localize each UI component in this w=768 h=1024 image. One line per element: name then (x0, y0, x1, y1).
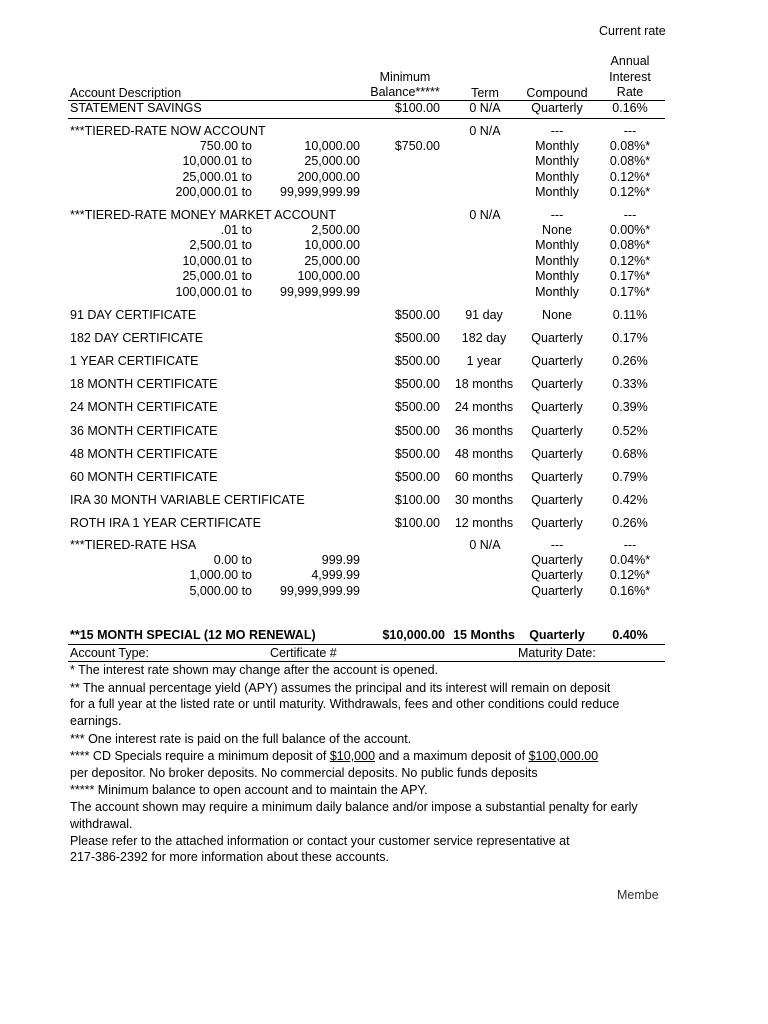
tier-rate: 0.08%* (609, 139, 651, 153)
certificate-rate: 0.68% (612, 446, 648, 461)
note-4-line-2: per depositor. No broker deposits. No commercial deposits. No public funds deposits (70, 766, 538, 780)
note-7-line-2: 217-386-2392 for more information about these accounts. (70, 850, 389, 864)
statement-savings-rate: 0.16% (612, 101, 648, 115)
tier-to: 10,000.00 (304, 139, 360, 153)
certificate-term: 18 months (454, 377, 514, 392)
certificate-compound: Quarterly (531, 446, 583, 461)
statement-savings-name: STATEMENT SAVINGS (70, 101, 202, 115)
certificate-term: 60 months (454, 469, 514, 484)
tier-to: 200,000.00 (297, 169, 360, 184)
certificate-min: $500.00 (394, 354, 440, 369)
tier-compound: Monthly (535, 284, 579, 299)
certificate-rate: 0.33% (612, 377, 648, 392)
header-minimum: Minimum (379, 70, 431, 84)
note-4-text-mid: and a maximum deposit of (375, 749, 529, 763)
member-footer: Membe (617, 888, 659, 902)
tier-compound: Monthly (535, 269, 579, 284)
tier-from: 5,000.00 to (189, 583, 252, 598)
certificate-compound: Quarterly (531, 377, 583, 392)
tier-to: 10,000.00 (304, 238, 360, 253)
certificate-name: 48 MONTH CERTIFICATE (70, 446, 218, 461)
tier-from: 200,000.01 to (175, 184, 252, 199)
certificate-name: 18 MONTH CERTIFICATE (70, 377, 218, 392)
certificate-compound: Quarterly (531, 331, 583, 346)
note-2-line-1: ** The annual percentage yield (APY) assumes the principal and its interest will remain on deposit (70, 681, 611, 695)
tier-from: 0.00 to (213, 553, 252, 567)
now-account-compound: --- (550, 124, 564, 138)
tier-compound: Monthly (535, 184, 579, 199)
certificate-min: $500.00 (394, 423, 440, 438)
tier-compound: Quarterly (531, 553, 583, 567)
tier-to: 99,999,999.99 (280, 284, 360, 299)
tier-from: 2,500.01 to (189, 238, 252, 253)
certificate-rate: 0.39% (612, 400, 648, 415)
certificate-rate: 0.52% (612, 423, 648, 438)
note-4-line-1 (70, 749, 598, 764)
tier-compound: Monthly (535, 238, 579, 253)
certificate-rate: 0.26% (612, 354, 648, 369)
certificate-compound: Quarterly (531, 354, 583, 369)
certificate-term: 1 year (466, 354, 502, 369)
tier-to: 25,000.00 (304, 154, 360, 169)
certificate-min: $500.00 (394, 469, 440, 484)
note-2-line-2: for a full year at the listed rate or until maturity. Withdrawals, fees and other conditions could reduce (70, 697, 620, 711)
money-market-name: ***TIERED-RATE MONEY MARKET ACCOUNT (70, 208, 337, 222)
note-5: ***** Minimum balance to open account and to maintain the APY. (70, 783, 428, 797)
tier-from: 750.00 to (199, 139, 252, 153)
certificate-term: 182 day (461, 331, 507, 346)
certificate-name: IRA 30 MONTH VARIABLE CERTIFICATE (70, 492, 305, 507)
tier-to: 999.99 (321, 553, 360, 567)
tier-from: 10,000.01 to (182, 253, 252, 268)
special-name: **15 MONTH SPECIAL (12 MO RENEWAL) (70, 628, 316, 642)
certificate-rate: 0.17% (612, 331, 648, 346)
tier-compound: None (542, 223, 572, 237)
hsa-rate: --- (623, 538, 637, 552)
statement-savings-term: 0 N/A (469, 101, 501, 115)
tier-rate: 0.08%* (609, 238, 651, 253)
note-2-line-3: earnings. (70, 714, 122, 728)
tier-rate: 0.17%* (609, 284, 651, 299)
certificate-name: 1 YEAR CERTIFICATE (70, 354, 199, 369)
tier-from: .01 to (220, 223, 252, 237)
tier-compound: Monthly (535, 139, 579, 153)
tier-from: 25,000.01 to (182, 169, 252, 184)
certificate-term: 36 months (454, 423, 514, 438)
special-divider (68, 644, 665, 645)
certificate-min: $500.00 (394, 377, 440, 392)
certificate-compound: Quarterly (531, 469, 583, 484)
certificate-rate: 0.42% (612, 492, 648, 507)
special-term: 15 Months (453, 628, 515, 642)
tier-to: 4,999.99 (311, 568, 360, 583)
tier-rate: 0.16%* (609, 583, 651, 598)
certificate-term: 48 months (454, 446, 514, 461)
certificate-term: 24 months (454, 400, 514, 415)
note-3: *** One interest rate is paid on the full balance of the account. (70, 732, 412, 746)
now-account-name: ***TIERED-RATE NOW ACCOUNT (70, 124, 266, 138)
header-annual: Annual (610, 54, 650, 68)
tier-rate: 0.12%* (609, 169, 651, 184)
header-account-description: Account Description (70, 86, 182, 100)
tier-from: 1,000.00 to (189, 568, 252, 583)
certificate-rate: 0.11% (612, 308, 648, 322)
tier-from: 100,000.01 to (175, 284, 252, 299)
tier-rate: 0.12%* (609, 184, 651, 199)
certificate-min: $100.00 (394, 515, 440, 530)
note-6-line-1: The account shown may require a minimum daily balance and/or impose a substantial penalty for early (70, 800, 638, 814)
certificate-name: 24 MONTH CERTIFICATE (70, 400, 218, 415)
certificate-term: 91 day (465, 308, 503, 322)
certificate-name: 60 MONTH CERTIFICATE (70, 469, 218, 484)
certificate-min: $100.00 (394, 492, 440, 507)
tier-from: 10,000.01 to (182, 154, 252, 169)
certificate-compound: Quarterly (531, 423, 583, 438)
certificate-compound: Quarterly (531, 515, 583, 530)
now-account-rate: --- (623, 124, 637, 138)
tier-rate: 0.17%* (609, 269, 651, 284)
note-4-max-deposit: $100,000.00 (528, 749, 599, 763)
header-rate: Rate (616, 85, 644, 99)
special-compound: Quarterly (529, 628, 585, 642)
tier-to: 99,999,999.99 (280, 583, 360, 598)
header-interest: Interest (609, 70, 651, 84)
now-account-term: 0 N/A (469, 124, 501, 138)
tier-compound: Quarterly (531, 583, 583, 598)
note-4-text: **** CD Specials require a minimum deposit of (70, 749, 330, 763)
current-rate-label: Current rate (599, 24, 666, 38)
tier-to: 99,999,999.99 (280, 184, 360, 199)
certificate-name: 36 MONTH CERTIFICATE (70, 423, 218, 438)
certificate-name: ROTH IRA 1 YEAR CERTIFICATE (70, 515, 262, 530)
row-divider (68, 118, 665, 119)
certificate-min: $500.00 (394, 331, 440, 346)
money-market-term: 0 N/A (469, 208, 501, 222)
hsa-term: 0 N/A (469, 538, 501, 552)
tier-from: 25,000.01 to (182, 269, 252, 284)
now-account-min: $750.00 (394, 139, 440, 153)
special-min: $10,000.00 (382, 628, 445, 642)
note-1: * The interest rate shown may change after the account is opened. (70, 663, 439, 677)
note-4-min-deposit: $10,000 (329, 749, 376, 763)
certificate-term: 12 months (454, 515, 514, 530)
tier-compound: Monthly (535, 154, 579, 169)
header-balance: Balance***** (370, 85, 440, 99)
tier-compound: Quarterly (531, 568, 583, 583)
certificate-rate: 0.26% (612, 515, 648, 530)
certificate-compound: Quarterly (531, 492, 583, 507)
certificate-name: 182 DAY CERTIFICATE (70, 331, 204, 346)
certificate-number-label: Certificate # (270, 646, 337, 660)
tier-compound: Monthly (535, 169, 579, 184)
tier-to: 25,000.00 (304, 253, 360, 268)
tier-rate: 0.00%* (609, 223, 651, 237)
hsa-name: ***TIERED-RATE HSA (70, 538, 197, 552)
tier-rate: 0.12%* (609, 253, 651, 268)
money-market-rate: --- (623, 208, 637, 222)
certificate-rate: 0.79% (612, 469, 648, 484)
tier-to: 2,500.00 (311, 223, 360, 237)
hsa-compound: --- (550, 538, 564, 552)
statement-savings-min: $100.00 (394, 101, 440, 115)
tier-compound: Monthly (535, 253, 579, 268)
certificate-min: $500.00 (394, 308, 440, 322)
certificate-name: 91 DAY CERTIFICATE (70, 308, 197, 322)
tier-rate: 0.12%* (609, 568, 651, 583)
maturity-date-label: Maturity Date: (518, 646, 596, 660)
certificate-min: $500.00 (394, 446, 440, 461)
note-7-line-1: Please refer to the attached information or contact your customer service representative at (70, 834, 570, 848)
certificate-compound: Quarterly (531, 400, 583, 415)
tier-rate: 0.08%* (609, 154, 651, 169)
account-type-label: Account Type: (70, 646, 149, 660)
header-term: Term (471, 86, 499, 100)
special-rate: 0.40% (612, 628, 648, 642)
certificate-term: 30 months (454, 492, 514, 507)
account-line-divider (68, 661, 665, 662)
tier-rate: 0.04%* (609, 553, 651, 567)
money-market-compound: --- (550, 208, 564, 222)
tier-to: 100,000.00 (297, 269, 360, 284)
note-6-line-2: withdrawal. (70, 817, 133, 831)
header-compound: Compound (526, 86, 588, 100)
statement-savings-compound: Quarterly (531, 101, 583, 115)
certificate-min: $500.00 (394, 400, 440, 415)
certificate-compound: None (542, 308, 572, 322)
